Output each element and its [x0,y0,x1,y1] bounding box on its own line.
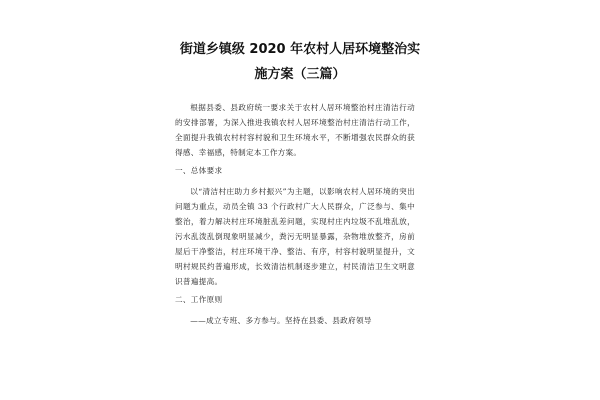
document-body [175,100,415,330]
section-heading-general-requirements: 一、总体要求 [175,166,223,175]
document-title-line-1: 街道乡镇级 2020 年农村人居环境整治实 [179,42,421,57]
work-principles-paragraph: ——成立专班、多方参与。坚持在县委、县政府领导 [190,316,372,325]
document-title-line-2: 施方案（三篇） [254,67,346,82]
intro-paragraph: 根据县委、县政府统一要求关于农村人居环境整治村庄清洁行动的安排部署，为深入推进我镇农村人居环境整治村庄清洁行动工作，全面提升我镇农村村容村貌和卫生环境水平，不断增强农民群众的获得感、幸福感，特制定本工作方案。 [175,103,415,157]
general-requirements-paragraph: 以“清洁村庄助力乡村振兴”为主题，以影响农村人居环境的突出问题为重点，动员全镇 33 个行政村广大人民群众，广泛参与、集中整治，着力解决村庄环境脏乱差问题，实现村庄内垃圾不乱堆乱放，污水乱泼乱倒现象明显减少，粪污无明显暴露，杂物堆放整齐，房前屋后干净整洁，村庄环境干净、整洁、有序，村容村貌明显提升，文明村规民约普遍形成，长效清洁机制逐步建立，村民清洁卫生文明意识普遍提高。 [175,187,415,286]
section-heading-work-principles: 二、工作原则 [175,295,223,304]
